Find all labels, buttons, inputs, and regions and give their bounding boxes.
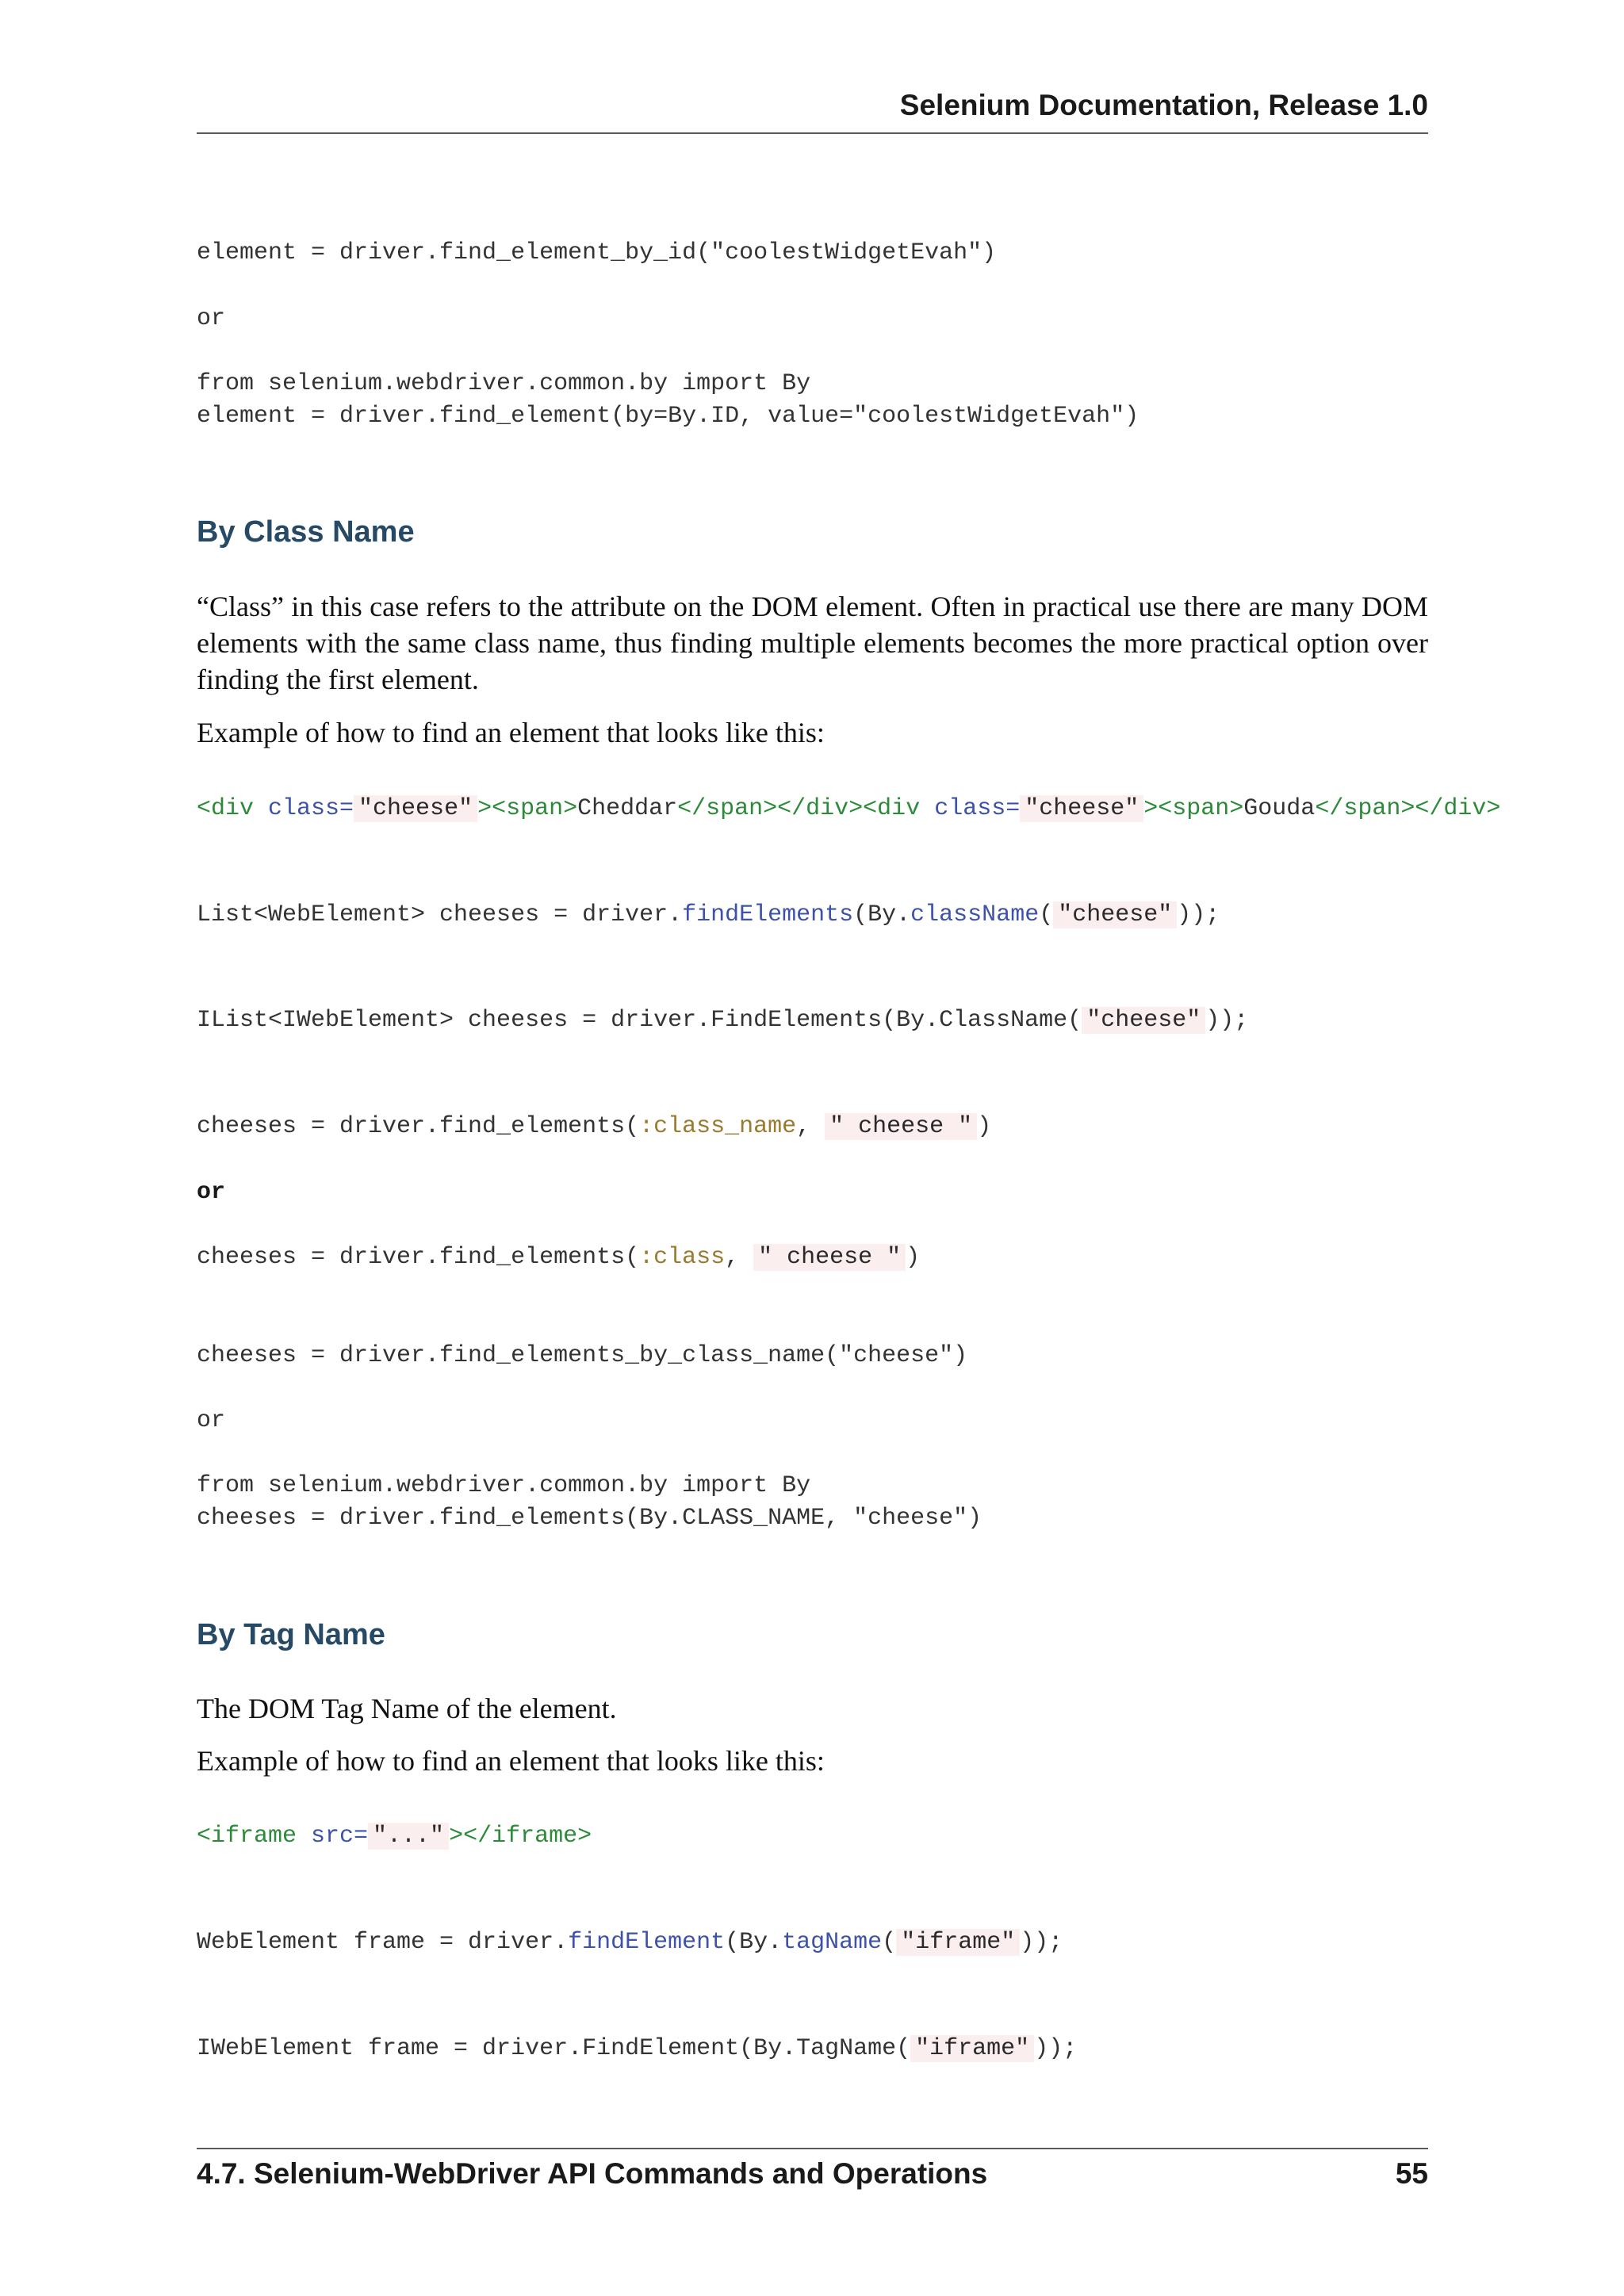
java-string: "cheese" bbox=[1053, 901, 1177, 928]
java-method: findElements bbox=[682, 901, 854, 928]
tag-java-example: WebElement frame = driver.findElement(By.tagName( "iframe" )); bbox=[197, 1929, 1063, 1956]
class-python-import: from selenium.webdriver.common.by import By bbox=[197, 1472, 811, 1499]
tag-csharp-example: IWebElement frame = driver.FindElement(By.TagName( "iframe" )); bbox=[197, 2035, 1078, 2062]
tag-html-example bbox=[197, 1820, 592, 1853]
class-python-or: or bbox=[197, 1407, 226, 1434]
csharp-string: "iframe" bbox=[910, 2035, 1034, 2062]
code-find-element-by-id: element = driver.find_element(by=By.ID, value="coolestWidgetEvah") bbox=[197, 403, 1139, 430]
running-header: Selenium Documentation, Release 1.0 bbox=[899, 89, 1428, 121]
ruby-symbol: :class_name bbox=[639, 1113, 797, 1140]
class-html-example bbox=[197, 793, 1500, 825]
class-csharp-example: IList<IWebElement> cheeses = driver.FindElements(By.ClassName( "cheese" )); bbox=[197, 1007, 1249, 1034]
class-example-intro: Example of how to find an element that looks like this: bbox=[197, 717, 825, 748]
class-python-example: cheeses = driver.find_elements_by_class_name("cheese") bbox=[197, 1342, 968, 1369]
html-tag: <div bbox=[197, 795, 269, 822]
html-attr: src= bbox=[311, 1823, 369, 1850]
class-ruby-example-1: cheeses = driver.find_elements(:class_name, " cheese " ) bbox=[197, 1113, 992, 1140]
html-string: "..." bbox=[368, 1823, 449, 1850]
tag-example-intro: Example of how to find an element that looks like this: bbox=[197, 1745, 825, 1777]
page-number: 55 bbox=[1395, 2157, 1428, 2190]
java-method: tagName bbox=[782, 1929, 883, 1956]
ruby-string: " cheese " bbox=[825, 1113, 977, 1140]
java-method: className bbox=[910, 901, 1040, 928]
html-string: "cheese" bbox=[1020, 795, 1143, 822]
html-tag: </span></div><div bbox=[677, 795, 935, 822]
code-import-by: from selenium.webdriver.common.by import By bbox=[197, 370, 811, 397]
html-tag: ><span> bbox=[1143, 795, 1244, 822]
html-text: Cheddar bbox=[577, 795, 678, 822]
java-method: findElement bbox=[568, 1929, 726, 1956]
class-python-find: cheeses = driver.find_elements(By.CLASS_NAME, "cheese") bbox=[197, 1505, 982, 1532]
class-ruby-example-2: cheeses = driver.find_elements(:class, " cheese " ) bbox=[197, 1244, 921, 1271]
heading-by-tag-name: By Tag Name bbox=[197, 1618, 385, 1651]
html-tag: ><span> bbox=[477, 795, 578, 822]
html-attr: class= bbox=[934, 795, 1021, 822]
html-tag: ></iframe> bbox=[449, 1823, 592, 1850]
html-tag: </span></div> bbox=[1315, 795, 1501, 822]
code-find-by-id: element = driver.find_element_by_id("coolestWidgetEvah") bbox=[197, 239, 997, 266]
html-text: Gouda bbox=[1243, 795, 1316, 822]
ruby-string: " cheese " bbox=[753, 1244, 906, 1271]
footer-section-title: 4.7. Selenium-WebDriver API Commands and Operations bbox=[197, 2157, 988, 2190]
heading-by-class-name: By Class Name bbox=[197, 515, 415, 549]
footer-rule bbox=[197, 2148, 1428, 2149]
class-ruby-or: or bbox=[197, 1179, 226, 1206]
html-string: "cheese" bbox=[354, 795, 477, 822]
ruby-symbol: :class bbox=[639, 1244, 726, 1271]
tag-paragraph: The DOM Tag Name of the element. bbox=[197, 1693, 617, 1724]
class-java-example: List<WebElement> cheeses = driver.findElements(By.className( "cheese" )); bbox=[197, 901, 1220, 928]
csharp-string: "cheese" bbox=[1082, 1007, 1205, 1034]
code-or: or bbox=[197, 305, 226, 332]
class-paragraph: “Class” in this case refers to the attribute on the DOM element. Often in practical use there are many DOM elements with the same class name, thus finding multiple elements becomes the more practical option over finding the first element. bbox=[197, 591, 1428, 695]
html-tag: <iframe bbox=[197, 1823, 312, 1850]
html-attr: class= bbox=[268, 795, 354, 822]
header-rule bbox=[197, 132, 1428, 134]
java-string: "iframe" bbox=[896, 1929, 1020, 1956]
